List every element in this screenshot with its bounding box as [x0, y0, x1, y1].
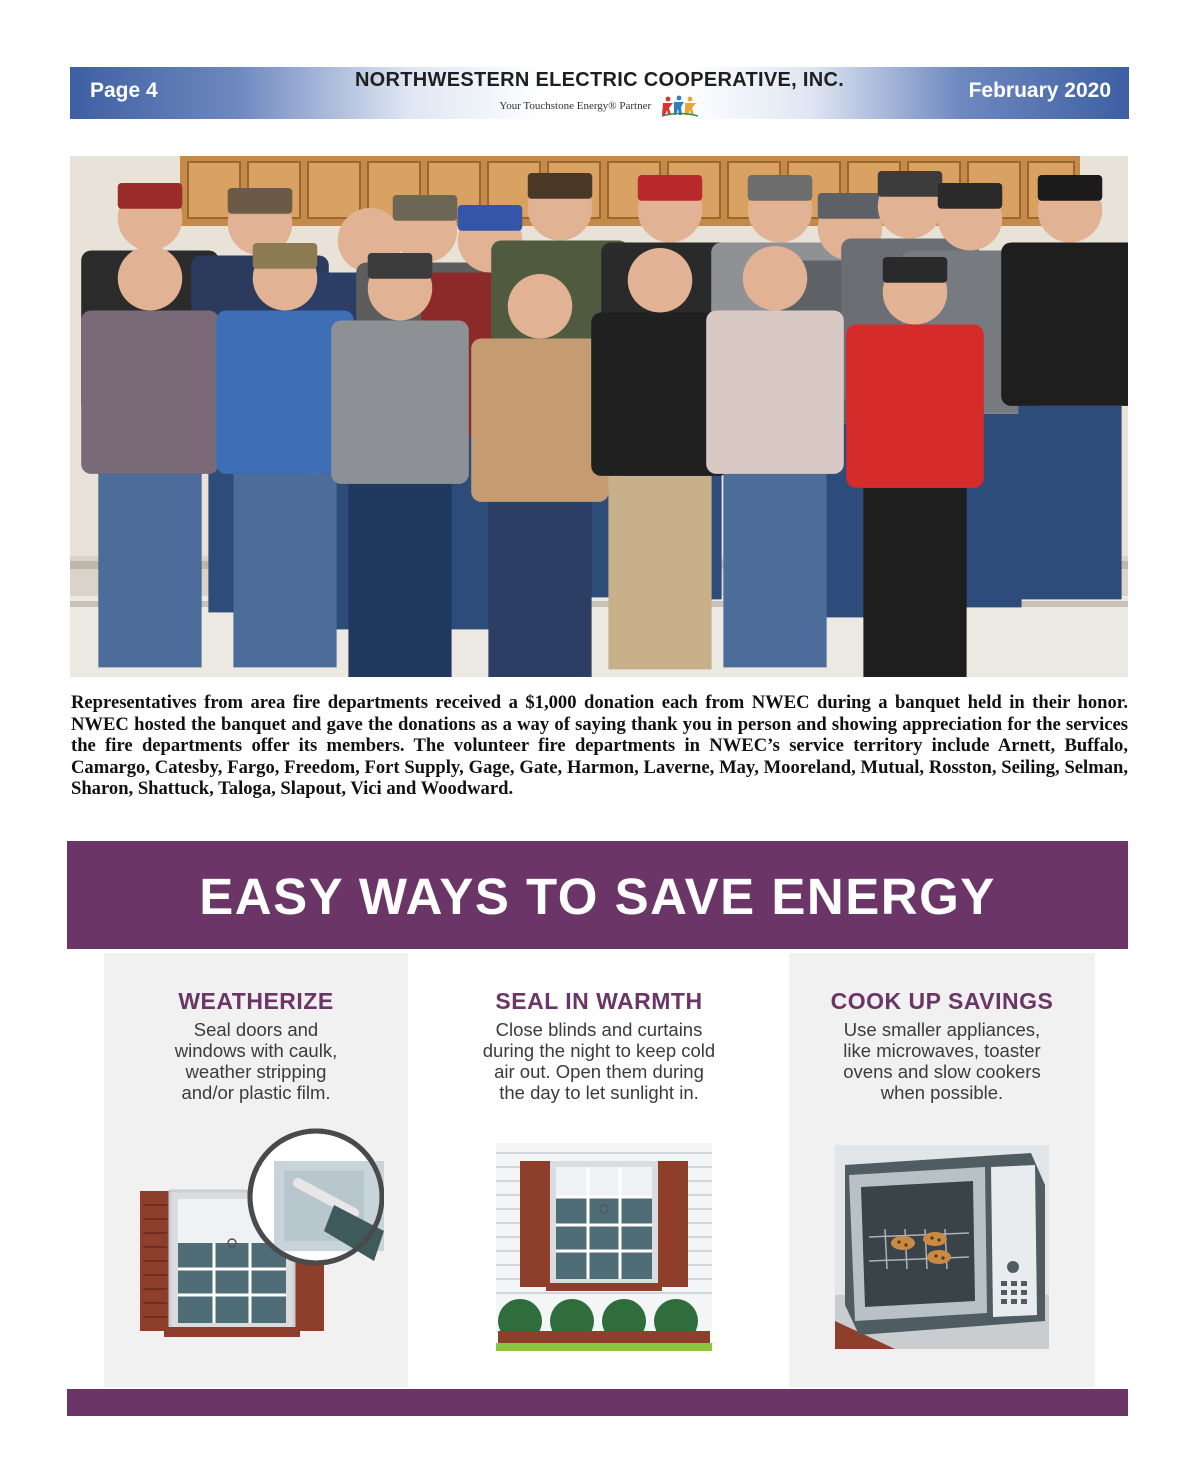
tip-line: when possible. — [880, 1082, 1004, 1103]
tip-line: Seal doors and — [193, 1019, 319, 1040]
tip-description — [114, 1019, 398, 1103]
tip-title: COOK UP SAVINGS — [830, 988, 1054, 1014]
tip-panel-weatherize — [104, 953, 408, 1387]
tagline: Your Touchstone Energy® Partner — [499, 100, 652, 112]
window-blinds-icon — [496, 1143, 716, 1353]
organization-name: NORTHWESTERN ELECTRIC COOPERATIVE, INC. — [354, 69, 845, 91]
infographic-title: EASY WAYS TO SAVE ENERGY — [199, 868, 996, 925]
microwave-icon — [835, 1145, 1051, 1351]
tip-line: ovens and slow cookers — [843, 1061, 1041, 1082]
tip-description — [799, 1019, 1085, 1103]
page-number: Page 4 — [90, 79, 158, 102]
tip-line: air out. Open them during — [494, 1061, 704, 1082]
group-photo — [70, 156, 1128, 677]
tip-line: Close blinds and curtains — [495, 1019, 703, 1040]
photo-caption: Representatives from area fire departments received a $1,000 donation each from NWEC during a banquet held in their honor. NWEC hosted the banquet and gave the donations as a way of saying thank you in person and showing appreciation for the services the fire departments offer its members. The volunteer fire departments in NWEC’s service territory include Arnett, Buffalo, Camargo, Catesby, Fargo, Freedom, Fort Supply, Gage, Gate, Harmon, Laverne, May, Mooreland, Mutual, Rosston, Seiling, Selman, Sharon, Shattuck, Taloga, Slapout, Vici and Woodward. — [71, 692, 1128, 799]
tip-title: SEAL IN WARMTH — [495, 988, 703, 1014]
publication-date: February 2020 — [968, 79, 1111, 102]
tip-line: the day to let sunlight in. — [499, 1082, 699, 1103]
tip-title: WEATHERIZE — [178, 988, 334, 1014]
tip-line: and/or plastic film. — [181, 1082, 331, 1103]
window-caulk-icon — [134, 1121, 384, 1351]
infographic-footer-bar — [67, 1389, 1128, 1416]
tip-line: during the night to keep cold — [482, 1040, 716, 1061]
infographic-header — [67, 841, 1128, 949]
touchstone-energy-logo-icon — [660, 95, 700, 117]
tip-panel-seal-in-warmth — [412, 953, 786, 1387]
page-header-banner — [70, 67, 1129, 119]
tip-line: Use smaller appliances, — [843, 1019, 1041, 1040]
tip-line: windows with caulk, — [174, 1040, 338, 1061]
tip-line: like microwaves, toaster — [843, 1040, 1041, 1061]
tip-panel-cook-up-savings — [789, 953, 1095, 1387]
tip-line: weather stripping — [185, 1061, 327, 1082]
energy-tips-infographic — [67, 841, 1128, 1416]
tip-description — [422, 1019, 776, 1103]
